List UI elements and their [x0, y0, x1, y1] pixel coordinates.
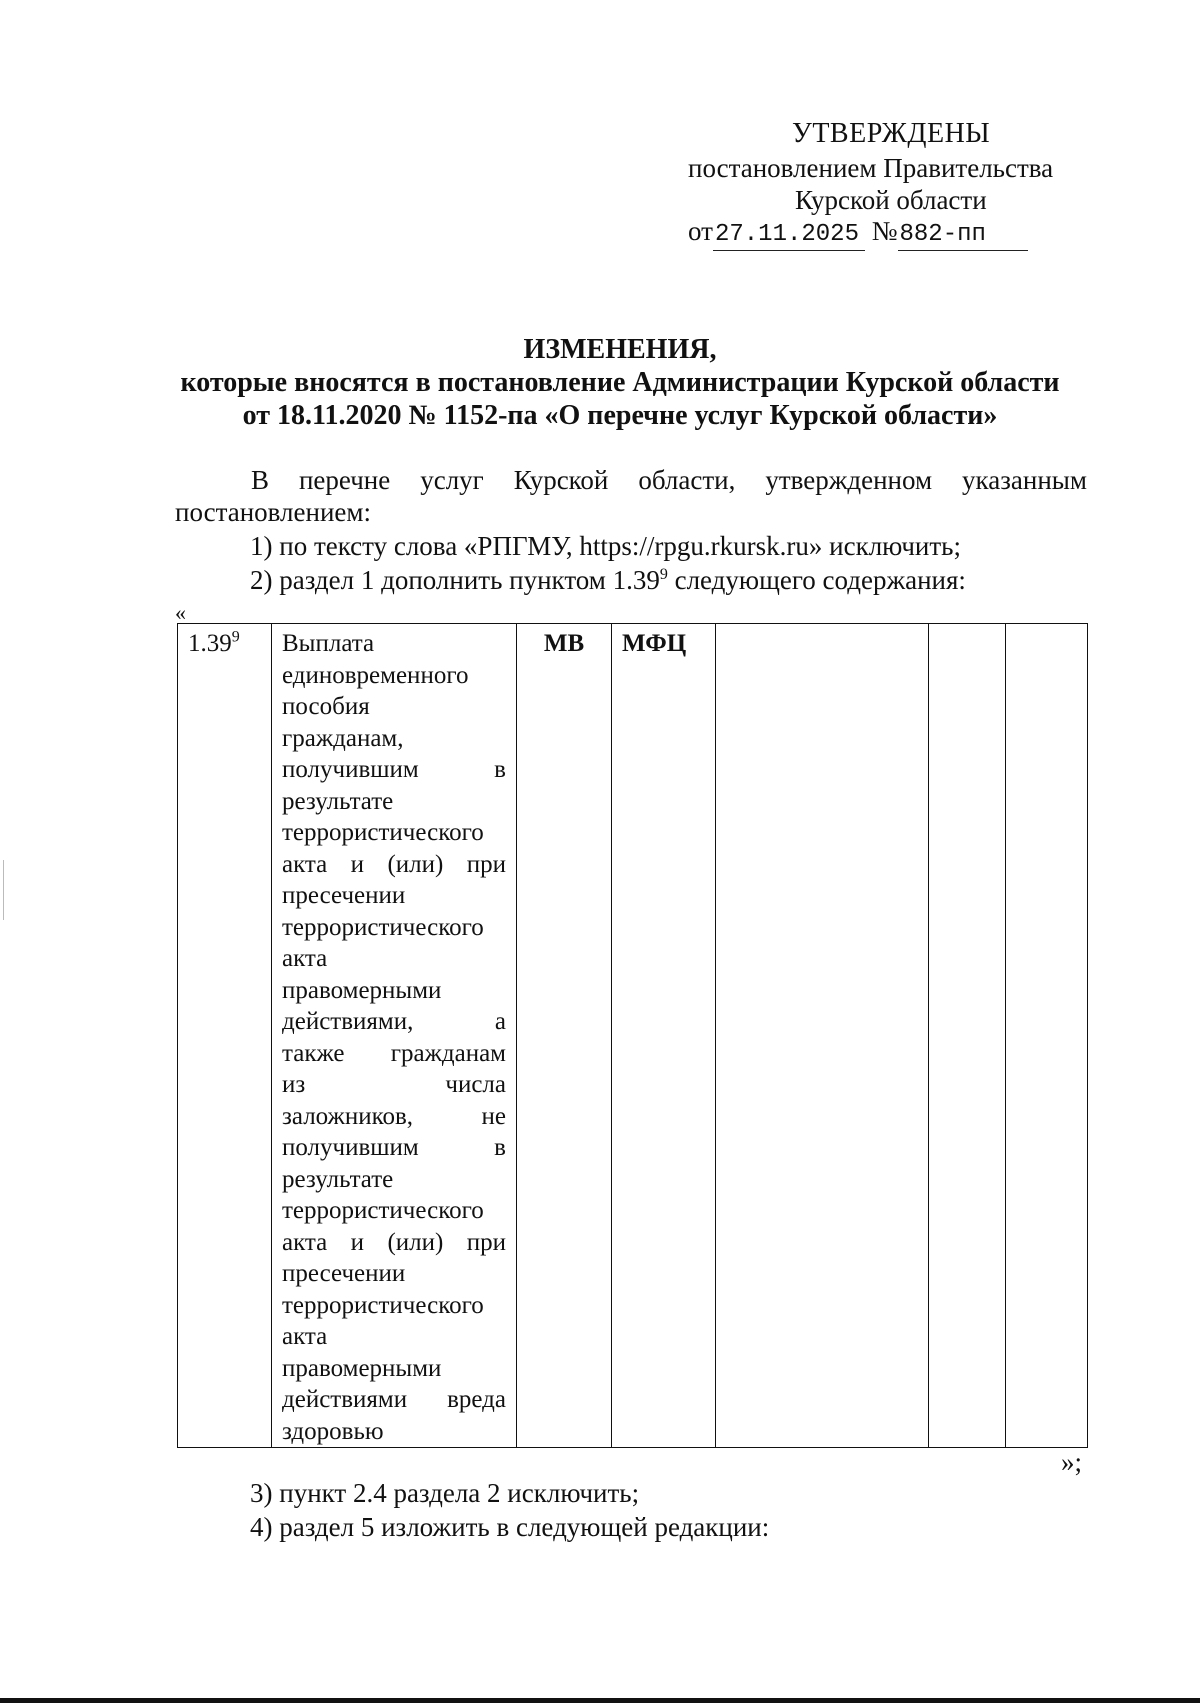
amendment-item-2	[250, 564, 966, 596]
date-prefix: от	[688, 216, 713, 246]
number-superscript: 9	[231, 628, 240, 646]
approval-region: Курской области	[795, 185, 987, 215]
intro-paragraph: В перечне услуг Курской области, утвержденном указанным	[251, 465, 1087, 495]
approval-number: 882-пп	[899, 221, 986, 248]
document-subtitle-line2: от 18.11.2020 № 1152-па «О перечне услуг Курской области»	[242, 400, 998, 431]
scan-edge-mark	[3, 860, 4, 920]
cell-empty-6	[929, 624, 1006, 1448]
table-row	[178, 624, 1088, 1448]
number-prefix: №	[871, 216, 898, 246]
amendment-item-1: 1) по тексту слова «РПГМУ, https://rpgu.rkursk.ru» исключить;	[250, 531, 961, 561]
scan-bottom-border	[0, 1698, 1200, 1703]
cell-provider: МФЦ	[612, 624, 716, 1448]
document-title: ИЗМЕНЕНИЯ,	[523, 334, 717, 365]
close-quote: »;	[1061, 1447, 1083, 1477]
amendment-item-4: 4) раздел 5 изложить в следующей редакции:	[250, 1512, 770, 1542]
cell-service-name: Выплата единовременного пособия гражданам, получившим в результате террористического акта и (или) при пресечении террористического акта правомерными действиями, а также гражданам из числа заложников, не получившим в результате террористического акта и (или) при пресечении террористического акта правомерными действиями вреда здоровью	[272, 624, 517, 1448]
approval-title: УТВЕРЖДЕНЫ	[792, 118, 991, 149]
approval-date-number	[688, 216, 1028, 251]
document-subtitle-line1: которые вносятся в постановление Администрации Курской области	[180, 367, 1060, 398]
item2-superscript: 9	[659, 566, 668, 583]
approval-issuer: постановлением Правительства	[688, 153, 1054, 183]
cell-number: 1.39$^9$	[178, 624, 272, 1448]
item2-text: 2) раздел 1 дополнить пунктом 1.39	[250, 565, 660, 595]
services-table	[177, 623, 1088, 1448]
cell-empty-5	[716, 624, 929, 1448]
approval-date: 27.11.2025	[714, 221, 859, 248]
cell-department: МВ	[517, 624, 612, 1448]
open-quote: «	[175, 600, 186, 625]
intro-paragraph-continued: постановлением:	[175, 497, 371, 527]
item2-text-end: следующего содержания:	[667, 565, 966, 595]
amendment-item-3: 3) пункт 2.4 раздела 2 исключить;	[250, 1478, 640, 1508]
cell-empty-7	[1006, 624, 1088, 1448]
